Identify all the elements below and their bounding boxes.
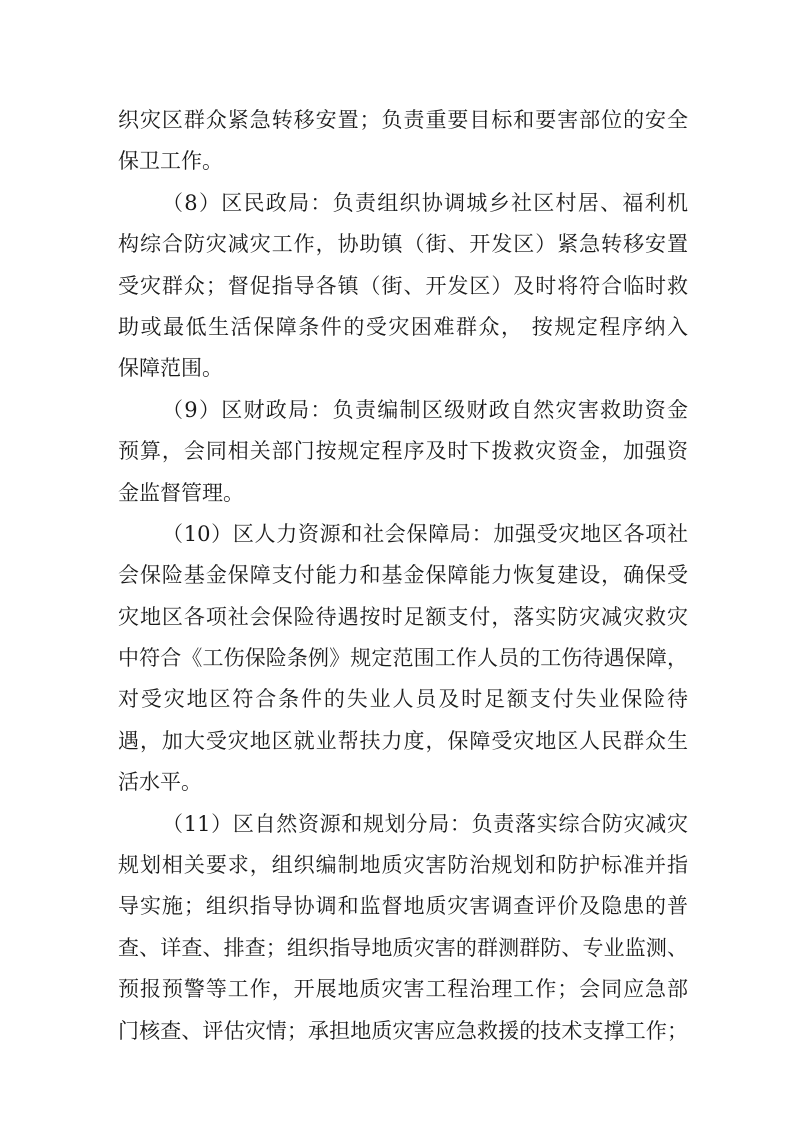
text-line: 门核查、评估灾情；承担地质灾害应急救援的技术支撑工作； [118,1018,688,1043]
text-line: 保障范围。 [118,356,223,381]
text-line: 导实施；组织指导协调和监督地质灾害调查评价及隐患的普 [118,894,688,919]
paragraph-8 [118,183,688,390]
text-line: 受灾群众；督促指导各镇（街、开发区）及时将符合临时救 [118,273,688,298]
text-line: 灾地区各项社会保险待遇按时足额支付，落实防灾减灾救灾 [118,604,688,629]
text-line: 中符合《工伤保险条例》规定范围工作人员的工伤待遇保障， [118,646,688,671]
paragraph-continuation [118,100,688,183]
text-line: 金监督管理。 [118,480,244,505]
text-line: 查、详查、排查；组织指导地质灾害的群测群防、专业监测、 [118,935,688,960]
text-line: 会保险基金保障支付能力和基金保障能力恢复建设，确保受 [118,563,688,588]
text-line: 助或最低生活保障条件的受灾困难群众， 按规定程序纳入 [118,314,688,339]
text-line: 预报预警等工作，开展地质灾害工程治理工作；会同应急部 [118,977,688,1002]
text-line: （11）区自然资源和规划分局：负责落实综合防灾减灾 [162,811,688,836]
text-line: （9）区财政局：负责编制区级财政自然灾害救助资金 [162,397,688,422]
paragraph-9 [118,390,688,514]
text-line: 规划相关要求，组织编制地质灾害防治规划和防护标准并指 [118,853,688,878]
text-line: 保卫工作。 [118,149,223,174]
text-line: 构综合防灾减灾工作，协助镇（街、开发区）紧急转移安置 [118,232,688,257]
text-line: 活水平。 [118,770,202,795]
text-line: （8）区民政局：负责组织协调城乡社区村居、福利机 [162,190,688,215]
document-body [118,100,688,1052]
paragraph-11 [118,804,688,1052]
text-line: 对受灾地区符合条件的失业人员及时足额支付失业保险待 [118,687,688,712]
paragraph-10 [118,514,688,804]
text-line: 遇，加大受灾地区就业帮扶力度，保障受灾地区人民群众生 [118,728,688,753]
text-line: 预算，会同相关部门按规定程序及时下拨救灾资金，加强资 [118,439,688,464]
text-line: 织灾区群众紧急转移安置；负责重要目标和要害部位的安全 [118,108,688,132]
text-line: （10）区人力资源和社会保障局：加强受灾地区各项社 [162,521,688,546]
